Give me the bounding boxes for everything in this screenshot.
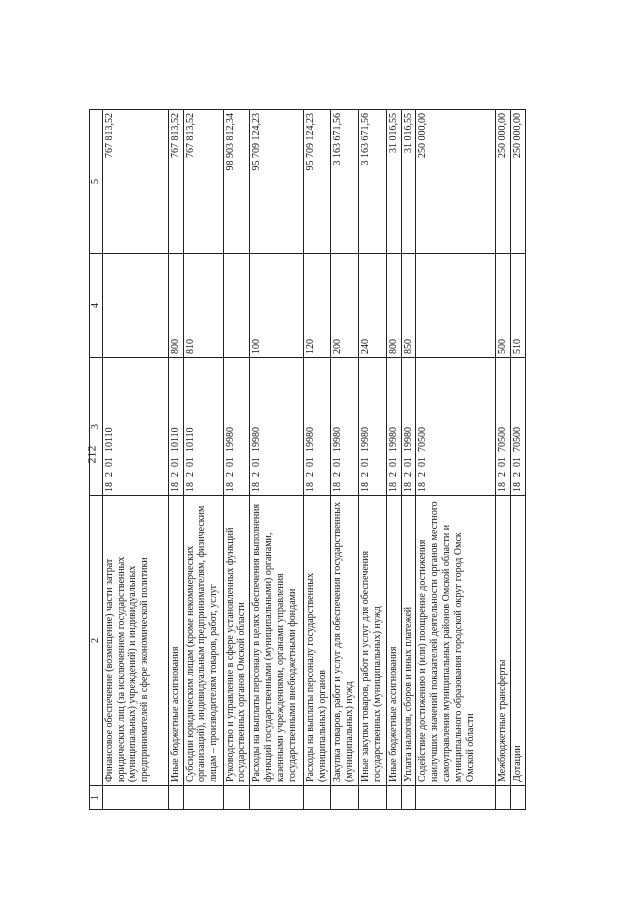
row-type-cell: 510 <box>511 254 526 358</box>
header-col-3: 3 <box>90 358 103 496</box>
row-type-cell: 100 <box>250 254 304 358</box>
row-type-cell: 850 <box>401 254 416 358</box>
row-name-cell: Субсидии юридическим лицам (кроме некоммерческих организаций), индивидуальным предпринимателям, физическим лицам – производителям товаров, работ, услуг <box>183 496 223 786</box>
row-name-cell: Уплата налогов, сборов и иных платежей <box>401 496 416 786</box>
table-row <box>416 110 496 810</box>
row-index-cell <box>416 786 496 810</box>
table-row <box>183 110 223 810</box>
row-name-cell: Финансовое обеспечение (возмещение) части затрат юридических лиц (за исключением государственных (муниципальных) учреждений) и индивидуальных предпринимателей в сфере экономической политики <box>102 496 168 786</box>
table-row <box>401 110 416 810</box>
row-index-cell <box>511 786 526 810</box>
budget-table <box>89 109 526 810</box>
row-index-cell <box>330 786 358 810</box>
row-code-cell: 18 2 01 19980 <box>304 358 331 496</box>
row-type-cell: 200 <box>330 254 358 358</box>
row-index-cell <box>496 786 511 810</box>
row-amount-cell: 250 000,00 <box>511 110 526 254</box>
row-amount-cell: 3 163 671,56 <box>330 110 358 254</box>
row-name-cell: Расходы на выплаты персоналу в целях обеспечения выполнения функций государственными (муниципальными) органами, казенными учреждениями, органами управления государственными внебюджетными фондами <box>250 496 304 786</box>
row-code-cell: 18 2 01 19980 <box>401 358 416 496</box>
row-code-cell: 18 2 01 19980 <box>223 358 250 496</box>
row-code-cell: 18 2 01 19980 <box>330 358 358 496</box>
table-row <box>168 110 183 810</box>
row-index-cell <box>168 786 183 810</box>
row-index-cell <box>102 786 168 810</box>
budget-table-sheet <box>89 110 559 810</box>
row-index-cell <box>223 786 250 810</box>
row-amount-cell: 767 813,52 <box>102 110 168 254</box>
row-code-cell: 18 2 01 19980 <box>386 358 401 496</box>
table-row <box>386 110 401 810</box>
table-row <box>223 110 250 810</box>
row-index-cell <box>183 786 223 810</box>
row-amount-cell: 250 000,00 <box>416 110 496 254</box>
row-index-cell <box>358 786 386 810</box>
table-row <box>358 110 386 810</box>
row-name-cell: Расходы на выплаты персоналу государственных (муниципальных) органов <box>304 496 331 786</box>
row-name-cell: Закупка товаров, работ и услуг для обеспечения государственных (муниципальных) нужд <box>330 496 358 786</box>
table-row <box>304 110 331 810</box>
page-number: 212 <box>84 445 99 464</box>
row-index-cell <box>250 786 304 810</box>
row-type-cell: 810 <box>183 254 223 358</box>
row-amount-cell: 767 813,52 <box>168 110 183 254</box>
row-code-cell: 18 2 01 70500 <box>496 358 511 496</box>
row-index-cell <box>304 786 331 810</box>
row-type-cell: 120 <box>304 254 331 358</box>
row-code-cell: 18 2 01 10110 <box>168 358 183 496</box>
row-type-cell: 800 <box>168 254 183 358</box>
row-type-cell <box>223 254 250 358</box>
table-row <box>250 110 304 810</box>
row-amount-cell: 95 709 124,23 <box>250 110 304 254</box>
table-row <box>102 110 168 810</box>
row-name-cell: Руководство и управление в сфере установленных функций государственных органов Омской области <box>223 496 250 786</box>
row-type-cell <box>102 254 168 358</box>
row-amount-cell: 250 000,00 <box>496 110 511 254</box>
row-code-cell: 18 2 01 70500 <box>511 358 526 496</box>
header-col-5: 5 <box>90 110 103 254</box>
table-row <box>496 110 511 810</box>
row-amount-cell: 3 163 671,56 <box>358 110 386 254</box>
table-row <box>330 110 358 810</box>
header-col-2: 2 <box>90 496 103 786</box>
row-name-cell: Межбюджетные трансферты <box>496 496 511 786</box>
header-row <box>90 110 103 810</box>
row-index-cell <box>386 786 401 810</box>
row-code-cell: 18 2 01 19980 <box>358 358 386 496</box>
row-code-cell: 18 2 01 70500 <box>416 358 496 496</box>
row-type-cell: 500 <box>496 254 511 358</box>
row-name-cell: Содействие достижению и (или) поощрение достижения наилучших значений показателей деятельности органов местного самоуправления муниципальных районов Омской области и муниципального образования городской округ город Омск Омской области <box>416 496 496 786</box>
row-amount-cell: 767 813,52 <box>183 110 223 254</box>
row-name-cell: Иные бюджетные ассигнования <box>168 496 183 786</box>
table-row <box>511 110 526 810</box>
row-type-cell: 800 <box>386 254 401 358</box>
row-index-cell <box>401 786 416 810</box>
row-name-cell: Иные закупки товаров, работ и услуг для обеспечения государственных (муниципальных) нужд <box>358 496 386 786</box>
row-type-cell: 240 <box>358 254 386 358</box>
row-name-cell: Дотации <box>511 496 526 786</box>
row-type-cell <box>416 254 496 358</box>
row-code-cell: 18 2 01 10110 <box>102 358 168 496</box>
header-col-4: 4 <box>90 254 103 358</box>
row-amount-cell: 31 016,55 <box>401 110 416 254</box>
budget-table-body <box>90 110 526 810</box>
row-code-cell: 18 2 01 19980 <box>250 358 304 496</box>
row-amount-cell: 95 709 124,23 <box>304 110 331 254</box>
row-amount-cell: 98 903 812,34 <box>223 110 250 254</box>
row-code-cell: 18 2 01 10110 <box>183 358 223 496</box>
row-amount-cell: 31 016,55 <box>386 110 401 254</box>
header-col-1: 1 <box>90 786 103 810</box>
row-name-cell: Иные бюджетные ассигнования <box>386 496 401 786</box>
